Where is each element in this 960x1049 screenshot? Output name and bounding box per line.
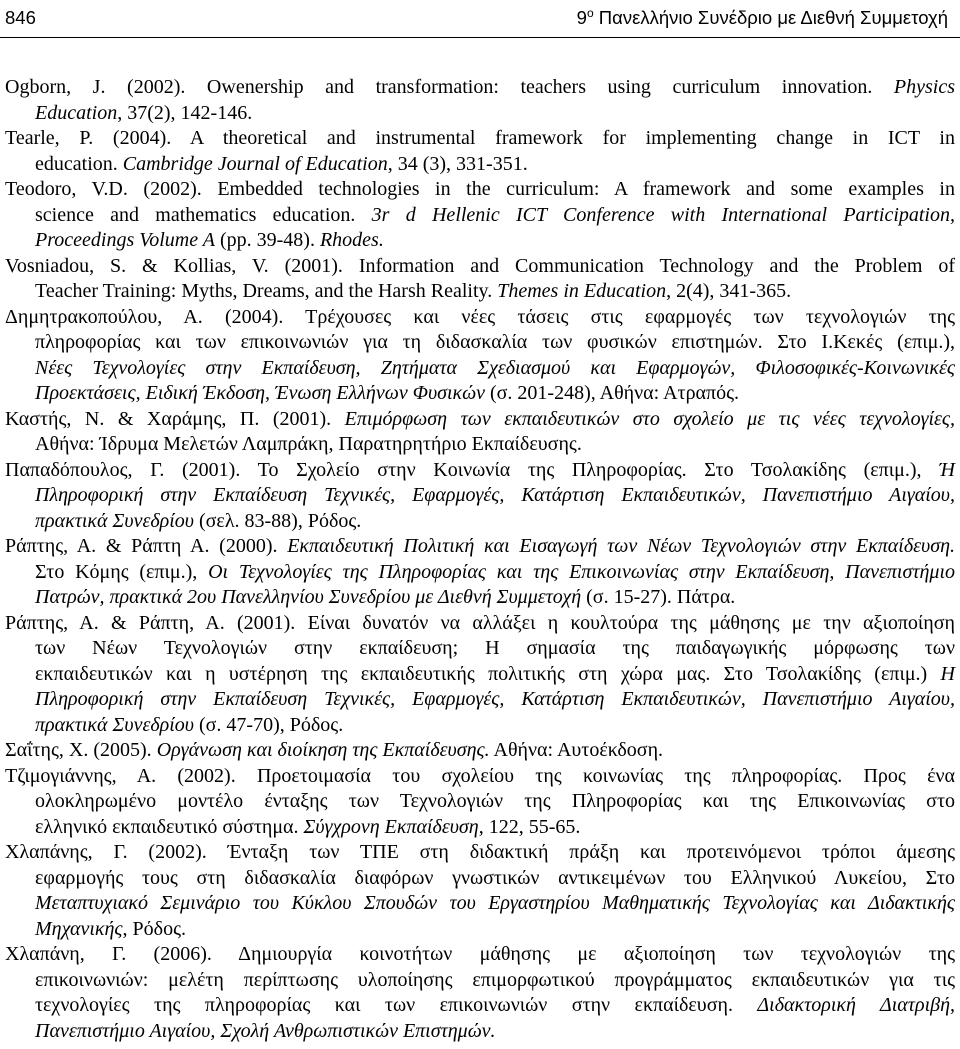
reference-line bbox=[5, 356, 955, 382]
reference-italic-text: Cambridge Journal of Education bbox=[122, 152, 388, 175]
reference-line bbox=[5, 713, 955, 739]
reference-text: Στο Κόμης (επιμ.), bbox=[35, 560, 209, 583]
reference-text: (σ. 15-27). Πάτρα. bbox=[581, 586, 736, 608]
reference-italic-text: Επιμόρφωση των εκπαιδευτικών στο σχολείο με τις νέες τεχνολογίες, bbox=[344, 407, 956, 430]
reference-line bbox=[5, 101, 955, 127]
reference-text: , 37(2), 142-146. bbox=[117, 101, 253, 124]
reference-line bbox=[5, 203, 955, 229]
reference-italic-text: Πληροφορική στην Εκπαίδευση Τεχνικές, Εφαρμογές, Κατάρτιση Εκπαιδευτικών, Πανεπιστήμιο Αιγαίου, bbox=[35, 688, 955, 710]
reference-line bbox=[5, 534, 955, 560]
reference-text: (σ. 47-70), Ρόδος. bbox=[193, 713, 344, 736]
reference-line bbox=[5, 458, 955, 484]
reference-text: Δημητρακοπούλου, Α. (2004). Τρέχουσες και νέες τάσεις στις εφαρμογές των τεχνολογιών της bbox=[5, 305, 955, 328]
conference-ordinal: ο bbox=[586, 6, 594, 20]
reference-text: Καστής, Ν. & Χαράμης, Π. (2001). bbox=[5, 407, 345, 430]
reference-entry bbox=[5, 254, 955, 305]
reference-text: Tearle, P. (2004). A theoretical and instrumental framework for implementing change in ICT in bbox=[5, 127, 955, 149]
reference-entry bbox=[5, 407, 955, 458]
reference-entry bbox=[5, 764, 955, 841]
reference-italic-text: πρακτικά Συνεδρίου bbox=[35, 713, 194, 736]
conference-title bbox=[577, 6, 948, 32]
reference-italic-text: Μεταπτυχιακό Σεμινάριο του Κύκλου Σπουδών του Εργαστηρίου Μαθηματικής Τεχνολογίας και Διδακτικής bbox=[35, 892, 955, 914]
reference-entry bbox=[5, 126, 955, 177]
reference-italic-text: Εκπαιδευτική Πολιτική και Εισαγωγή των Νέων Τεχνολογιών στην Εκπαίδευση. bbox=[287, 535, 956, 557]
reference-text: Χλαπάνης, Γ. (2002). Ένταξη των ΤΠΕ στη διδακτική πράξη και προτεινόμενοι τρόποι άμεσης bbox=[5, 841, 955, 863]
reference-text: τεχνολογίες της πληροφορίας και των επικοινωνιών στην εκπαίδευση. bbox=[35, 994, 758, 1016]
reference-line bbox=[5, 177, 955, 203]
reference-line bbox=[5, 330, 955, 356]
reference-italic-text: Ή bbox=[939, 458, 955, 481]
reference-line bbox=[5, 509, 955, 535]
reference-text: Τζιμογιάννης, Α. (2002). Προετοιμασία του σχολείου της κοινωνίας της πληροφορίας. Προς ένα bbox=[5, 764, 955, 787]
reference-text: ολοκληρωμένο μοντέλο ένταξης των Τεχνολογιών της Πληροφορίας και της Επικοινωνίας στο bbox=[35, 790, 955, 812]
reference-text: Αθήνα: Αυτοέκδοση. bbox=[489, 739, 664, 761]
reference-italic-text: Proceedings Volume A bbox=[35, 229, 215, 251]
reference-italic-text: Οι Τεχνολογίες της Πληροφορίας και της Επικοινωνίας στην Εκπαίδευση, Πανεπιστήμιο bbox=[208, 560, 955, 583]
reference-line bbox=[5, 636, 955, 662]
reference-entry bbox=[5, 177, 955, 254]
reference-text: Ράπτης, Α. & Ράπτη, Α. (2001). Είναι δυνατόν να αλλάξει η κουλτούρα της μάθησης με την αξιοποίηση bbox=[5, 611, 955, 634]
reference-entry bbox=[5, 305, 955, 407]
reference-line bbox=[5, 381, 955, 407]
reference-text: Σαΐτης, Χ. (2005). bbox=[5, 739, 157, 761]
reference-text: Χλαπάνη, Γ. (2006). Δημιουργία κοινοτήτων μάθησης με αξιοποίηση των τεχνολογιών της bbox=[5, 943, 955, 965]
reference-italic-text: Μηχανικής bbox=[35, 917, 123, 940]
reference-line bbox=[5, 917, 955, 943]
reference-line bbox=[5, 866, 955, 892]
reference-entry bbox=[5, 458, 955, 535]
reference-text: Teacher Training: Myths, Dreams, and the Harsh Reality. bbox=[35, 280, 498, 302]
reference-text: εκπαιδευτικών και η υστέρηση της εκπαιδευτικής πολιτικής στη χώρα μας. Στο Τσολακίδης (επιμ.) bbox=[35, 662, 941, 685]
reference-text: , 122, 55-65. bbox=[478, 815, 581, 838]
reference-italic-text: Πανεπιστήμιο Αιγαίου, Σχολή Ανθρωπιστικών Επιστημών. bbox=[35, 1019, 496, 1042]
reference-text: (σ. 201-248), Αθήνα: Ατραπός. bbox=[484, 382, 740, 404]
reference-text: Vosniadou, S. & Kollias, V. (2001). Information and Communication Technology and the Problem of bbox=[5, 254, 955, 277]
reference-italic-text: Διδακτορική Διατριβή, bbox=[757, 994, 956, 1016]
reference-italic-text: Rhodes. bbox=[319, 229, 384, 251]
reference-line bbox=[5, 228, 955, 254]
reference-line bbox=[5, 789, 955, 815]
reference-text: πληροφορίας και των επικοινωνιών για τη διδασκαλία των φυσικών επιστημών. Στο Ι.Κεκές (επιμ.), bbox=[35, 331, 955, 353]
references-list bbox=[5, 75, 955, 1044]
reference-line bbox=[5, 254, 955, 280]
reference-italic-text: 3r d Hellenic ICT Conference with International Participation, bbox=[371, 203, 955, 226]
reference-italic-text: Σύγχρονη Εκπαίδευση bbox=[303, 815, 479, 838]
reference-text: Teodoro, V.D. (2002). Embedded technologies in the curriculum: A framework and some examples in bbox=[5, 178, 955, 200]
reference-line bbox=[5, 1019, 955, 1045]
reference-italic-text: Νέες Τεχνολογίες στην Εκπαίδευση, Ζητήματα Σχεδιασμού και Εφαρμογών, Φιλοσοφικές-Κοινωνικές bbox=[35, 356, 955, 379]
reference-italic-text: Themes in Education bbox=[497, 280, 667, 302]
reference-text: εφαρμογής τους στη διδασκαλία διαφόρων γνωστικών αντικειμένων του Ελληνικού Λυκείου, Στο bbox=[35, 866, 955, 889]
reference-line bbox=[5, 407, 955, 433]
reference-line bbox=[5, 432, 955, 458]
reference-text: , 34 (3), 331-351. bbox=[387, 152, 528, 175]
reference-line bbox=[5, 840, 955, 866]
reference-text: , Ρόδος. bbox=[122, 917, 186, 940]
reference-text: education. bbox=[35, 152, 123, 175]
reference-text: Αθήνα: Ίδρυμα Μελετών Λαμπράκη, Παρατηρητήριο Εκπαίδευσης. bbox=[35, 433, 582, 455]
reference-italic-text: Η bbox=[940, 662, 955, 685]
reference-text: Ράπτης, Α. & Ράπτη Α. (2000). bbox=[5, 535, 288, 557]
reference-italic-text: Education bbox=[35, 101, 118, 124]
page-header bbox=[0, 0, 960, 38]
reference-line bbox=[5, 687, 955, 713]
reference-italic-text: Πατρών, πρακτικά 2ου Πανελληνίου Συνεδρίου με Διεθνή Συμμετοχή bbox=[35, 586, 582, 608]
reference-line bbox=[5, 560, 955, 586]
reference-line bbox=[5, 968, 955, 994]
reference-text: science and mathematics education. bbox=[35, 203, 372, 226]
reference-text: , 2(4), 341-365. bbox=[666, 280, 792, 302]
reference-italic-text: Οργάνωση και διοίκηση της Εκπαίδευσης. bbox=[156, 739, 490, 761]
reference-line bbox=[5, 662, 955, 688]
reference-entry bbox=[5, 942, 955, 1044]
reference-text: των Νέων Τεχνολογιών στην εκπαίδευση; Η σημασία της παιδαγωγικής μόρφωσης των bbox=[35, 637, 955, 659]
reference-italic-text: πρακτικά Συνεδρίου bbox=[35, 509, 194, 532]
reference-text: επικοινωνιών: μελέτη περίπτωσης υλοποίησης επιμορφωτικού προγράμματος εκπαιδευτικών για τις bbox=[35, 968, 955, 991]
reference-line bbox=[5, 993, 955, 1019]
reference-text: Ogborn, J. (2002). Owenership and transformation: teachers using curriculum innovation. bbox=[5, 76, 894, 98]
reference-entry bbox=[5, 534, 955, 611]
reference-entry bbox=[5, 840, 955, 942]
reference-line bbox=[5, 152, 955, 178]
reference-line bbox=[5, 483, 955, 509]
reference-line bbox=[5, 75, 955, 101]
conference-title-text: Πανελλήνιο Συνέδριο με Διεθνή Συμμετοχή bbox=[598, 7, 948, 28]
reference-text: (σελ. 83-88), Ρόδος. bbox=[193, 509, 362, 532]
conference-number: 9 bbox=[576, 7, 587, 28]
reference-text: ελληνικό εκπαιδευτικό σύστημα. bbox=[35, 815, 304, 838]
reference-line bbox=[5, 305, 955, 331]
reference-text: (pp. 39-48). bbox=[214, 229, 320, 251]
reference-line bbox=[5, 942, 955, 968]
reference-line bbox=[5, 815, 955, 841]
reference-entry bbox=[5, 611, 955, 739]
reference-line bbox=[5, 891, 955, 917]
reference-line bbox=[5, 738, 955, 764]
reference-italic-text: Πληροφορική στην Εκπαίδευση Τεχνικές, Εφαρμογές, Κατάρτιση Εκπαιδευτικών, Πανεπιστήμιο Αιγαίου, bbox=[35, 484, 955, 506]
reference-entry bbox=[5, 75, 955, 126]
reference-line bbox=[5, 585, 955, 611]
reference-line bbox=[5, 764, 955, 790]
reference-line bbox=[5, 611, 955, 637]
reference-text: Παπαδόπουλος, Γ. (2001). Το Σχολείο στην Κοινωνία της Πληροφορίας. Στο Τσολακίδης (επιμ.), bbox=[5, 458, 940, 481]
reference-italic-text: Physics bbox=[893, 76, 955, 98]
reference-line bbox=[5, 126, 955, 152]
reference-italic-text: Προεκτάσεις, Ειδική Έκδοση, Ένωση Ελλήνων Φυσικών bbox=[35, 382, 485, 404]
page-number: 846 bbox=[5, 7, 36, 28]
reference-line bbox=[5, 279, 955, 305]
reference-entry bbox=[5, 738, 955, 764]
